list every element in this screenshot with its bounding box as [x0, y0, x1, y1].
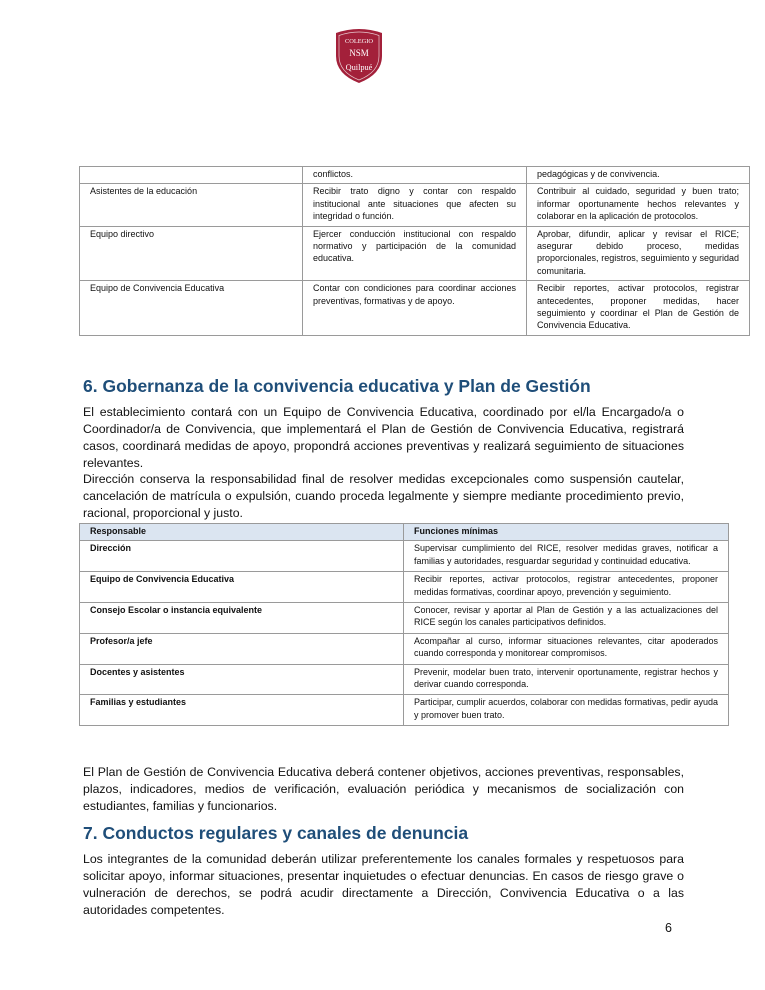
- cell-role: Familias y estudiantes: [80, 695, 404, 726]
- cell-functions: Acompañar al curso, informar situaciones relevantes, citar apoderados cuando corresponda y monitorear compromisos.: [404, 633, 729, 664]
- governance-functions-table: [79, 523, 729, 726]
- cell-duties: pedagógicas y de convivencia.: [527, 167, 750, 184]
- cell-rights: conflictos.: [303, 167, 527, 184]
- header-responsable: Responsable: [80, 524, 404, 541]
- table-row: [80, 167, 750, 184]
- cell-role: Equipo de Convivencia Educativa: [80, 572, 404, 603]
- crest-text-line2: NSM: [349, 48, 369, 58]
- section-6-paragraph-3: El Plan de Gestión de Convivencia Educativa deberá contener objetivos, acciones preventivas, responsables, plazos, indicadores, medios de verificación, evaluación periódica y mecanismos de socialización con estudiantes, familias y funcionarios.: [83, 765, 684, 813]
- section-6-heading: 6. Gobernanza de la convivencia educativa y Plan de Gestión: [83, 376, 591, 396]
- cell-actor: Asistentes de la educación: [80, 184, 303, 226]
- cell-duties: Contribuir al cuidado, seguridad y buen trato; informar oportunamente hechos relevantes y colaborar en la aplicación de protocolos.: [527, 184, 750, 226]
- page-number: 6: [665, 921, 672, 935]
- crest-text-line3: Quilpué: [345, 63, 373, 72]
- cell-functions: Participar, cumplir acuerdos, colaborar con medidas formativas, pedir ayuda y promover buen trato.: [404, 695, 729, 726]
- table-row: [80, 695, 729, 726]
- table-header-row: [80, 524, 729, 541]
- cell-functions: Prevenir, modelar buen trato, intervenir oportunamente, registrar hechos y derivar cuando corresponda.: [404, 664, 729, 695]
- cell-role: Dirección: [80, 541, 404, 572]
- cell-actor: [80, 167, 303, 184]
- table-row: [80, 633, 729, 664]
- cell-duties: Aprobar, difundir, aplicar y revisar el RICE; asegurar debido proceso, medidas proporcionales, registros, seguimiento y seguridad comunitaria.: [527, 226, 750, 281]
- cell-functions: Conocer, revisar y aportar al Plan de Gestión y a las actualizaciones del RICE según los canales participativos definidos.: [404, 603, 729, 634]
- cell-rights: Recibir trato digno y contar con respaldo institucional ante situaciones que afecten su integridad o función.: [303, 184, 527, 226]
- section-6-paragraph-2: Dirección conserva la responsabilidad final de resolver medidas excepcionales como suspensión cautelar, cancelación de matrícula o expulsión, cuando proceda legalmente y siempre mediante procedimiento previo, racional, proporcional y justo.: [83, 472, 684, 520]
- cell-rights: Ejercer conducción institucional con respaldo normativo y participación de la comunidad educativa.: [303, 226, 527, 281]
- school-crest-logo: [331, 26, 387, 84]
- cell-role: Profesor/a jefe: [80, 633, 404, 664]
- table-row: [80, 184, 750, 226]
- header-funciones: Funciones mínimas: [404, 524, 729, 541]
- cell-duties: Recibir reportes, activar protocolos, registrar antecedentes, proponer medidas, hacer seguimiento y coordinar el Plan de Gestión de Convivencia Educativa.: [527, 281, 750, 336]
- table-row: [80, 226, 750, 281]
- roles-rights-duties-table: [79, 166, 750, 336]
- cell-functions: Recibir reportes, activar protocolos, registrar antecedentes, proponer medidas formativas, coordinar apoyo, prevención y seguimiento.: [404, 572, 729, 603]
- table-row: [80, 281, 750, 336]
- cell-functions: Supervisar cumplimiento del RICE, resolver medidas graves, notificar a familias y autoridades, resguardar seguridad y continuidad educativa.: [404, 541, 729, 572]
- cell-role: Docentes y asistentes: [80, 664, 404, 695]
- cell-actor: Equipo de Convivencia Educativa: [80, 281, 303, 336]
- cell-rights: Contar con condiciones para coordinar acciones preventivas, formativas y de apoyo.: [303, 281, 527, 336]
- table-row: [80, 572, 729, 603]
- table-row: [80, 664, 729, 695]
- section-7-heading: 7. Conductos regulares y canales de denuncia: [83, 823, 469, 843]
- section-7-paragraph-1: Los integrantes de la comunidad deberán utilizar preferentemente los canales formales y respetuosos para solicitar apoyo, informar situaciones, presentar inquietudes o efectuar denuncias. En casos de riesgo grave o vulneración de derechos, se podrá acudir directamente a Dirección, Convivencia Educativa o a las autoridades competentes.: [83, 852, 684, 917]
- cell-actor: Equipo directivo: [80, 226, 303, 281]
- table-row: [80, 603, 729, 634]
- table-row: [80, 541, 729, 572]
- section-6-paragraph-1: El establecimiento contará con un Equipo de Convivencia Educativa, coordinado por el/la Encargado/a o Coordinador/a de Convivencia, que implementará el Plan de Gestión de Convivencia Educativa, registrará casos, coordinará medidas de apoyo, propondrá acciones preventivas y realizará seguimiento de situaciones relevantes.: [83, 405, 684, 470]
- crest-shield-icon: [331, 26, 387, 84]
- crest-text-line1: COLEGIO: [344, 38, 374, 45]
- cell-role: Consejo Escolar o instancia equivalente: [80, 603, 404, 634]
